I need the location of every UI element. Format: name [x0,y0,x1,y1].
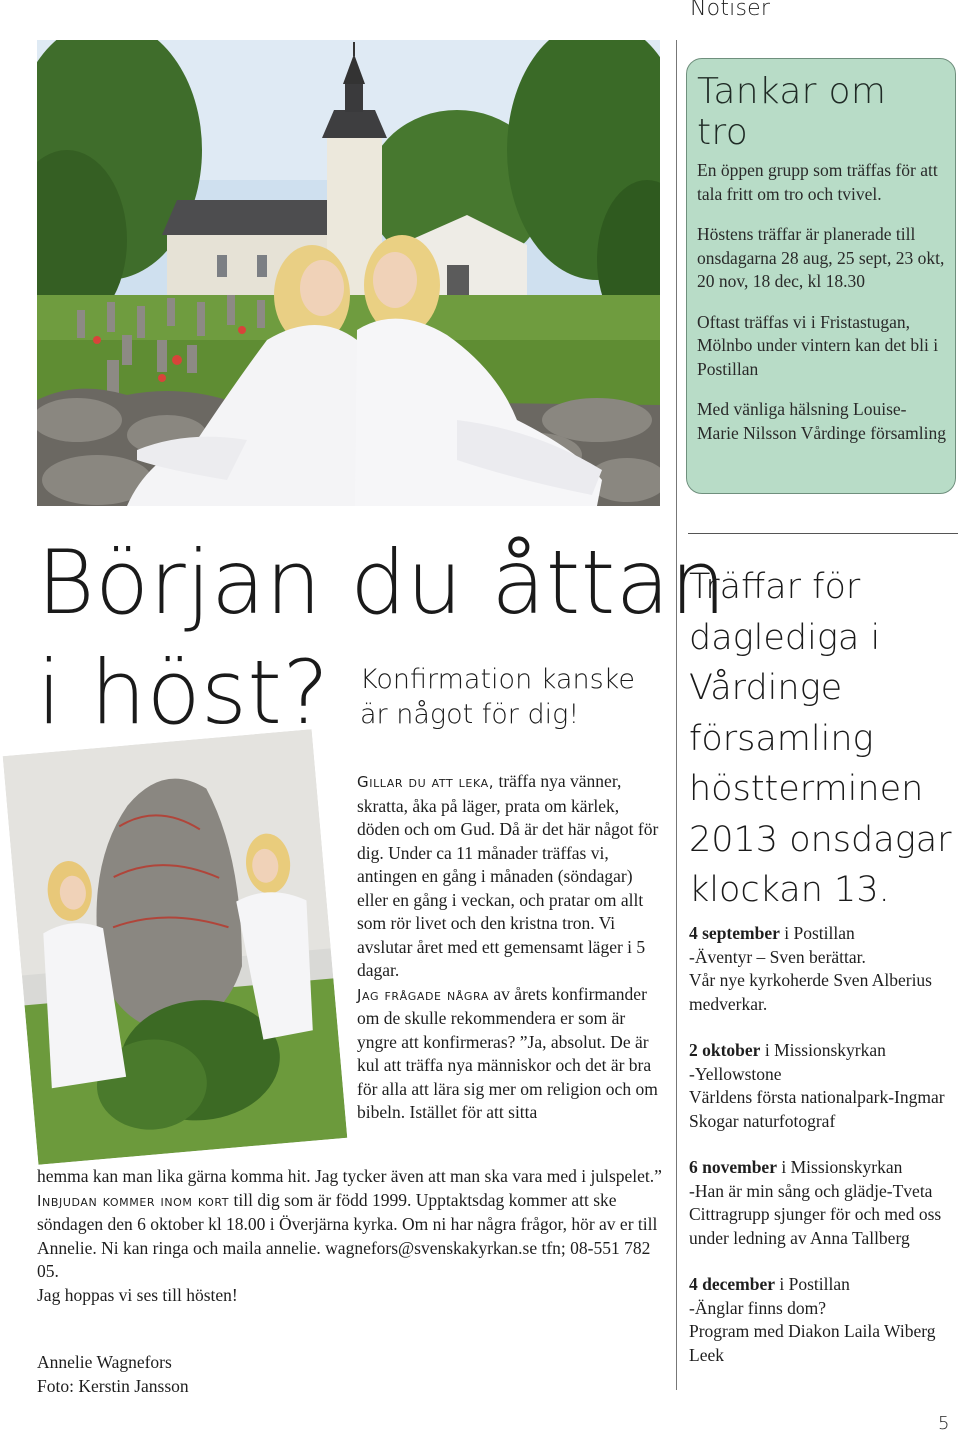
box-paragraph: En öppen grupp som träffas för att tala fritt om tro och tvivel. [697,160,938,204]
heading-line: Träffar för [689,567,861,607]
event-line: -Äventyr – Sven berättar. [689,946,866,967]
box-title: Tankar om tro [697,71,887,153]
article-body-column [357,770,662,1125]
section-label: Notiser [690,0,771,21]
church-photo [37,40,660,506]
photo-credit: Foto: Kerstin Jansson [37,1375,189,1396]
event-line: Vår nye kyrkoherde Sven Alberius medverkar. [689,970,932,1014]
event-item [689,1039,957,1133]
paragraph-text: träffa nya vänner, skratta, åka på läger, prata om kärlek, döden och om Gud. Då är det här något för dig. Under ca 11 månader träffas vi, antingen en gång i månaden (söndagar) eller en gång i veckan, och pratar om allt som rör livet och den kristna tron. Vi avslutar året med ett gemensamt läger i 5 dagar. [357,771,659,980]
event-line: -Änglar finns dom? [689,1297,827,1318]
article-paragraph [357,983,662,1125]
event-place: i Postillan [779,923,855,943]
event-item [689,922,957,1016]
event-item [689,1273,957,1367]
lead-in: Inbjudan kommer inom kort [37,1191,230,1210]
heading-line: 2013 onsdagar [689,819,952,860]
article-credits [37,1351,437,1398]
article-paragraph [357,770,662,983]
event-date: 6 november [689,1157,777,1177]
headline-line: Början du åttan [37,531,727,634]
page-number: 5 [938,1413,950,1434]
event-place: i Missionskyrkan [760,1040,886,1060]
lead-in: Gillar du att leka, [357,773,495,791]
event-place: i Missionskyrkan [776,1157,903,1177]
box-paragraph: Oftast träffas vi i Fristastugan, Mölnbo under vintern kan det bli i Postillan [697,311,939,379]
paragraph-text: hemma kan man lika gärna komma hit. Jag tycker även att man ska vara med i julspelet.” [37,1166,662,1186]
daglediga-heading [689,562,959,916]
event-date: 4 september [689,923,780,943]
event-line: Program med Diakon Laila Wiberg Leek [689,1321,936,1365]
runestone-photo [3,729,348,1164]
article-paragraph [37,1189,662,1284]
event-date: 4 december [689,1274,776,1294]
article-body-continuation [37,1165,662,1307]
headline-line: i höst? [37,641,330,744]
heading-line: klockan 13. [689,870,890,910]
event-list [689,922,957,1390]
article-subhead [360,662,635,732]
lead-in: Jag frågade några [357,985,489,1004]
heading-line: församling [689,718,874,759]
box-paragraph: Höstens träffar är planerade till onsdagarna 28 aug, 25 sept, 23 okt, 20 nov, 18 dec, kl 18.30 [697,224,945,291]
heading-line: Vårdinge [689,668,843,708]
author: Annelie Wagnefors [37,1352,172,1372]
event-line: -Yellowstone [689,1063,782,1084]
event-line: Världens första nationalpark-Ingmar Skogar naturfotograf [689,1087,945,1131]
paragraph-text: av årets konfirmander om de skulle rekommendera er som är yngre att konfirmeras? ”Ja, absolut. De är kul att träffa nya människor och det är bra för alla att lära sig mer om religion och om bibeln. Istället för att sitta [357,983,658,1122]
paragraph-text: till dig som är född 1999. Upptaktsdag kommer att ske söndagen den 6 oktober kl 18.00 i Överjärna kyrka. Om ni har några frågor, hör av er till Annelie. Ni kan ringa och maila annelie. wagnefors@svenskakyrkan.se tfn; 08-551 782 05. [37,1189,658,1281]
subhead-line: är något för dig! [360,699,580,730]
tankar-om-tro-box [686,58,956,494]
article-paragraph: Jag hoppas vi ses till hösten! [37,1284,238,1305]
box-paragraph: Med vänliga hälsning Louise-Marie Nilsson Vårdinge församling [697,399,947,443]
heading-line: höstterminen [689,769,924,809]
heading-line: daglediga i [689,617,881,658]
subhead-line: Konfirmation kanske [360,664,635,695]
event-date: 2 oktober [689,1040,761,1060]
event-place: i Postillan [775,1274,850,1294]
event-item [689,1156,957,1250]
event-line: -Han är min sång och glädje-Tveta Cittragrupp sjunger för och med oss under ledning av Anna Tallberg [689,1180,942,1248]
section-divider [688,533,958,534]
